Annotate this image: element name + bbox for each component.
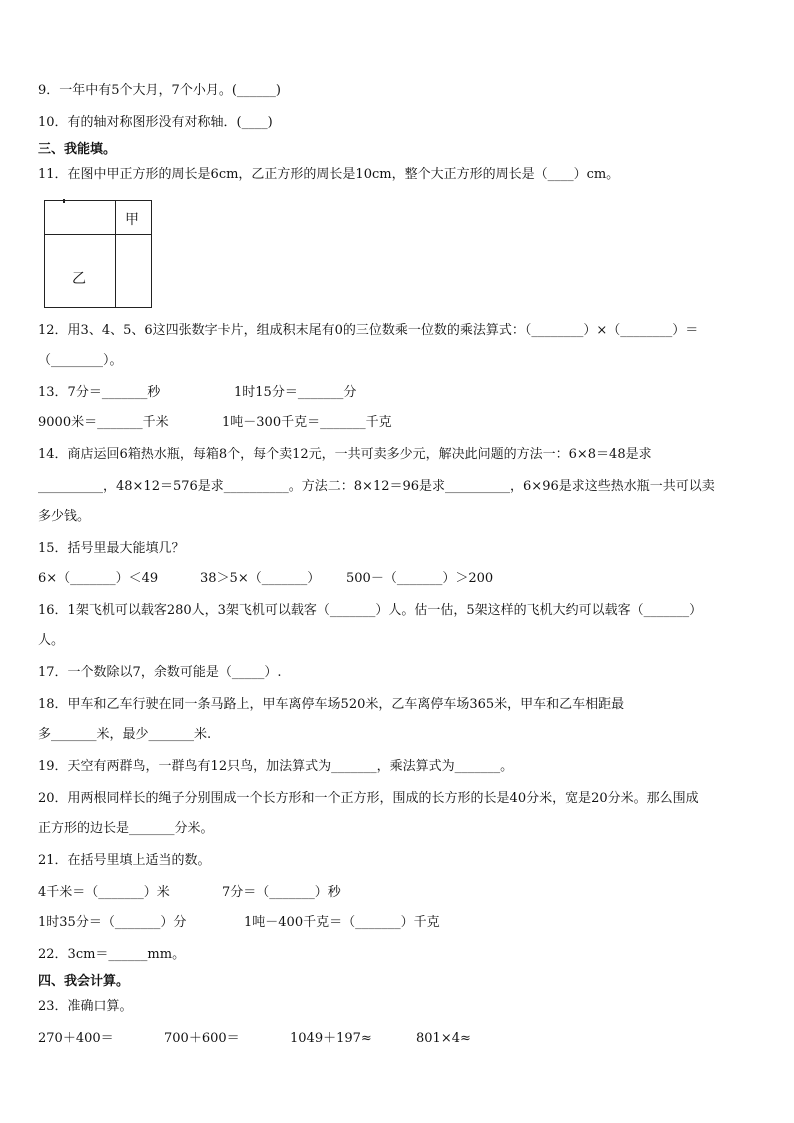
q13-item-2: 1时15分＝_______分 — [234, 385, 357, 400]
square-figure — [44, 200, 152, 308]
q23-item-3: 1049＋197≈ — [290, 1031, 372, 1046]
q21-item-2: 7分＝（_______）秒 — [222, 885, 341, 900]
question-12-line-2: （________）。 — [38, 353, 123, 368]
question-21: 21．在括号里填上适当的数。 — [38, 853, 211, 868]
question-9: 9．一年中有5个大月，7个小月。(______) — [38, 83, 281, 98]
question-16-line-2: 人。 — [38, 633, 65, 648]
q15-item-2: 38＞5×（_______） — [200, 571, 321, 586]
label-jia: 甲 — [125, 212, 139, 228]
question-14-line-2: __________，48×12＝576是求__________。方法二：8×12＝96是求__________，6×96是求这些热水瓶一共可以卖 — [38, 479, 715, 494]
question-19: 19．天空有两群鸟，一群鸟有12只鸟，加法算式为_______，乘法算式为_______。 — [38, 759, 514, 774]
question-15-row — [38, 570, 764, 588]
q23-item-4: 801×4≈ — [416, 1031, 471, 1046]
figure-horizontal-divider — [45, 234, 151, 235]
q21-item-4: 1吨－400千克＝（_______）千克 — [244, 915, 440, 930]
question-20-line-2: 正方形的边长是_______分米。 — [38, 821, 214, 836]
question-16-line-1: 16．1架飞机可以载客280人，3架飞机可以载客（_______）人。估一估，5架这样的飞机大约可以载客（_______） — [38, 603, 703, 618]
section-4-heading: 四、我会计算。 — [38, 974, 130, 989]
q23-item-1: 270＋400＝ — [38, 1031, 114, 1046]
figure-vertical-divider — [115, 201, 116, 307]
question-12-line-1: 12．用3、4、5、6这四张数字卡片，组成积末尾有0的三位数乘一位数的乘法算式：（________）×（________）＝ — [38, 323, 699, 338]
question-11: 11．在图中甲正方形的周长是6cm，乙正方形的周长是10cm，整个大正方形的周长是（____）cm。 — [38, 167, 620, 182]
question-13-row-1 — [38, 384, 764, 402]
question-22: 22．3cm＝______mm。 — [38, 947, 186, 962]
figure-tick-mark — [63, 199, 65, 203]
question-21-row-2 — [38, 914, 764, 932]
section-3-heading: 三、我能填。 — [38, 142, 117, 157]
question-14-line-1: 14．商店运回6箱热水瓶，每箱8个，每个卖12元，一共可卖多少元，解决此问题的方法一：6×8＝48是求 — [38, 447, 652, 462]
question-15: 15．括号里最大能填几？ — [38, 541, 185, 556]
q23-item-2: 700＋600＝ — [164, 1031, 240, 1046]
q13-item-4: 1吨－300千克＝_______千克 — [222, 415, 392, 430]
question-18-line-2: 多_______米，最少_______米. — [38, 727, 212, 742]
question-21-row-1 — [38, 884, 764, 902]
q21-item-1: 4千米＝（_______）米 — [38, 885, 170, 900]
question-17: 17．一个数除以7，余数可能是（_____）. — [38, 665, 282, 680]
question-23-row — [38, 1030, 764, 1048]
label-yi: 乙 — [72, 271, 86, 287]
question-20-line-1: 20．用两根同样长的绳子分别围成一个长方形和一个正方形，围成的长方形的长是40分米，宽是20分米。那么围成 — [38, 791, 699, 806]
q21-item-3: 1时35分＝（_______）分 — [38, 915, 187, 930]
question-10: 10．有的轴对称图形没有对称轴．(____) — [38, 115, 273, 130]
question-13-row-2 — [38, 414, 764, 432]
question-23: 23．准确口算。 — [38, 999, 133, 1014]
question-18-line-1: 18．甲车和乙车行驶在同一条马路上，甲车离停车场520米，乙车离停车场365米，甲车和乙车相距最 — [38, 697, 625, 712]
q13-item-1: 13．7分＝_______秒 — [38, 385, 161, 400]
question-14-line-3: 多少钱。 — [38, 509, 91, 524]
q15-item-1: 6×（_______）＜49 — [38, 571, 159, 586]
q15-item-3: 500－（_______）＞200 — [346, 571, 494, 586]
q13-item-3: 9000米＝_______千米 — [38, 415, 169, 430]
